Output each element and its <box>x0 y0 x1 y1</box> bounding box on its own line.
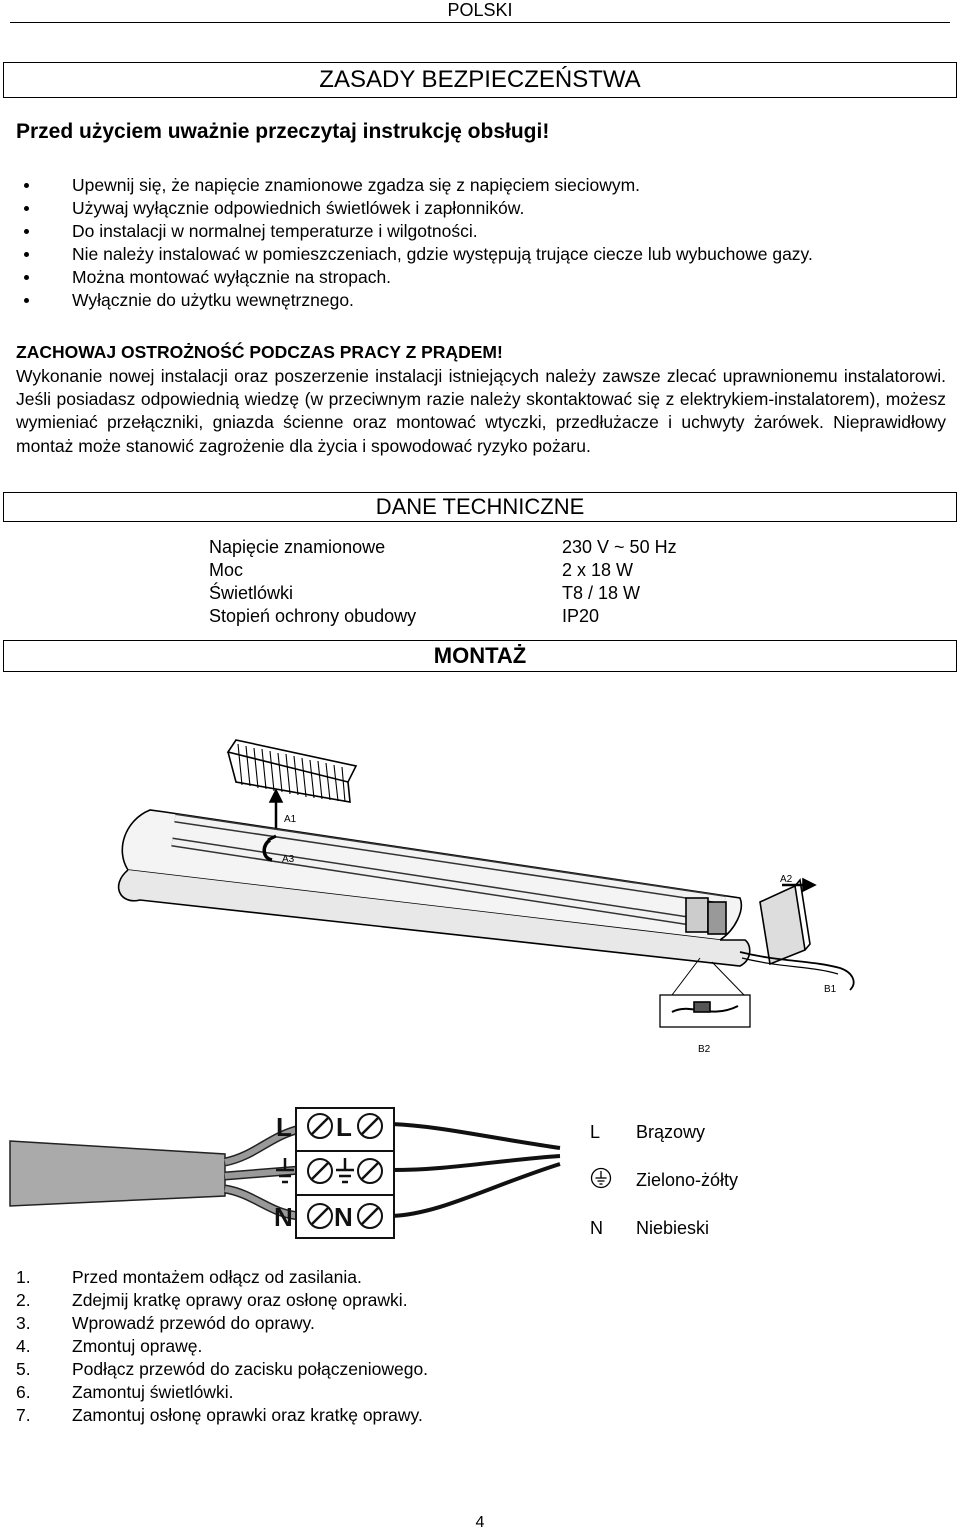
step-text: Wprowadź przewód do oprawy. <box>72 1313 315 1333</box>
spec-label: Napięcie znamionowe <box>209 537 386 557</box>
list-item <box>16 1358 428 1381</box>
caution-text: Wykonanie nowej instalacji oraz poszerzenie instalacji istniejących należy zawsze zlecać uprawnionemu instalatorowi. Jeśli posiadasz odpowiednią wiedzę (w przeciwnym razie należy skontaktować się z elektrykiem-instalatorem), możesz wymieniać przełączniki, gniazda ścienne oraz montować wtyczki, przedłużacze i uchwyty żarówek. Nieprawidłowy montaż może stanowić zagrożenie dla życia i spowodować ryzyko pożaru. <box>16 366 946 456</box>
table-row <box>209 582 677 605</box>
tech-title: DANE TECHNICZNE <box>3 492 957 522</box>
spec-label: Świetlówki <box>209 583 294 603</box>
table-row <box>209 605 677 628</box>
list-item: Upewnij się, że napięcie znamionowe zgadza się z napięciem sieciowym. <box>20 174 813 197</box>
legend-row <box>590 1204 738 1252</box>
list-item <box>16 1335 428 1358</box>
step-number: 2. <box>16 1290 31 1310</box>
wire-legend <box>590 1108 738 1252</box>
spec-label: Moc <box>209 560 244 580</box>
label-a1: A1 <box>284 814 297 825</box>
label-a3: A3 <box>282 854 295 865</box>
caution-heading: ZACHOWAJ OSTROŻNOŚĆ PODCZAS PRACY Z PRĄDEM! <box>16 342 503 362</box>
step-number: 6. <box>16 1382 31 1402</box>
label-b2: B2 <box>698 1044 711 1055</box>
terminal-label-l: L <box>276 1112 292 1142</box>
legend-label: Niebieski <box>636 1217 710 1238</box>
step-number: 1. <box>16 1267 31 1287</box>
step-text: Zmontuj oprawę. <box>72 1336 203 1356</box>
legend-row <box>590 1108 738 1156</box>
list-item <box>16 1381 428 1404</box>
step-number: 4. <box>16 1336 31 1356</box>
legend-symbol: N <box>590 1217 603 1238</box>
step-number: 3. <box>16 1313 31 1333</box>
step-text: Podłącz przewód do zacisku połączeniowego. <box>72 1359 429 1379</box>
list-item <box>16 1266 428 1289</box>
header-language: POLSKI <box>447 0 513 20</box>
mounting-title: MONTAŻ <box>3 640 957 672</box>
step-text: Zdejmij kratkę oprawy oraz osłonę oprawki. <box>72 1290 408 1310</box>
mounting-steps <box>16 1266 428 1427</box>
spec-value: 230 V ~ 50 Hz <box>562 537 677 557</box>
legend-row <box>590 1156 738 1204</box>
list-item <box>16 1312 428 1335</box>
list-item: Nie należy instalować w pomieszczeniach, gdzie występują trujące ciecze lub wybuchowe gazy. <box>20 243 813 266</box>
wiring-diagram <box>0 1096 600 1246</box>
step-number: 7. <box>16 1405 31 1425</box>
step-number: 5. <box>16 1359 31 1379</box>
legend-label: Zielono-żółty <box>636 1169 739 1190</box>
safety-title: ZASADY BEZPIECZEŃSTWA <box>3 62 957 98</box>
table-row <box>209 559 677 582</box>
safety-intro: Przed użyciem uważnie przeczytaj instrukcję obsługi! <box>16 120 550 143</box>
step-text: Zamontuj świetlówki. <box>72 1382 234 1402</box>
step-text: Zamontuj osłonę oprawki oraz kratkę oprawy. <box>72 1405 423 1425</box>
label-a2: A2 <box>780 874 793 885</box>
legend-symbol: L <box>590 1121 601 1142</box>
terminal-label-l: L <box>336 1112 352 1142</box>
safety-bullets <box>20 174 813 312</box>
spec-label: Stopień ochrony obudowy <box>209 606 417 626</box>
page-number: 4 <box>475 1514 485 1531</box>
spec-value: IP20 <box>562 606 600 626</box>
list-item <box>16 1289 428 1312</box>
fixture-diagram <box>0 690 960 1090</box>
spec-table <box>209 536 677 628</box>
list-item: Używaj wyłącznie odpowiednich świetlówek i zapłonników. <box>20 197 813 220</box>
terminal-label-n: N <box>274 1202 293 1232</box>
step-text: Przed montażem odłącz od zasilania. <box>72 1267 362 1287</box>
label-b1: B1 <box>824 984 837 995</box>
legend-label: Brązowy <box>636 1121 706 1142</box>
list-item: Wyłącznie do użytku wewnętrznego. <box>20 289 813 312</box>
terminal-label-n: N <box>334 1202 353 1232</box>
list-item: Do instalacji w normalnej temperaturze i wilgotności. <box>20 220 813 243</box>
list-item: Można montować wyłącznie na stropach. <box>20 266 813 289</box>
ground-icon <box>590 1167 612 1189</box>
spec-value: 2 x 18 W <box>562 560 634 580</box>
table-row <box>209 536 677 559</box>
list-item <box>16 1404 428 1427</box>
header-rule <box>10 22 950 23</box>
spec-value: T8 / 18 W <box>562 583 641 603</box>
legend-symbol <box>590 1167 636 1194</box>
